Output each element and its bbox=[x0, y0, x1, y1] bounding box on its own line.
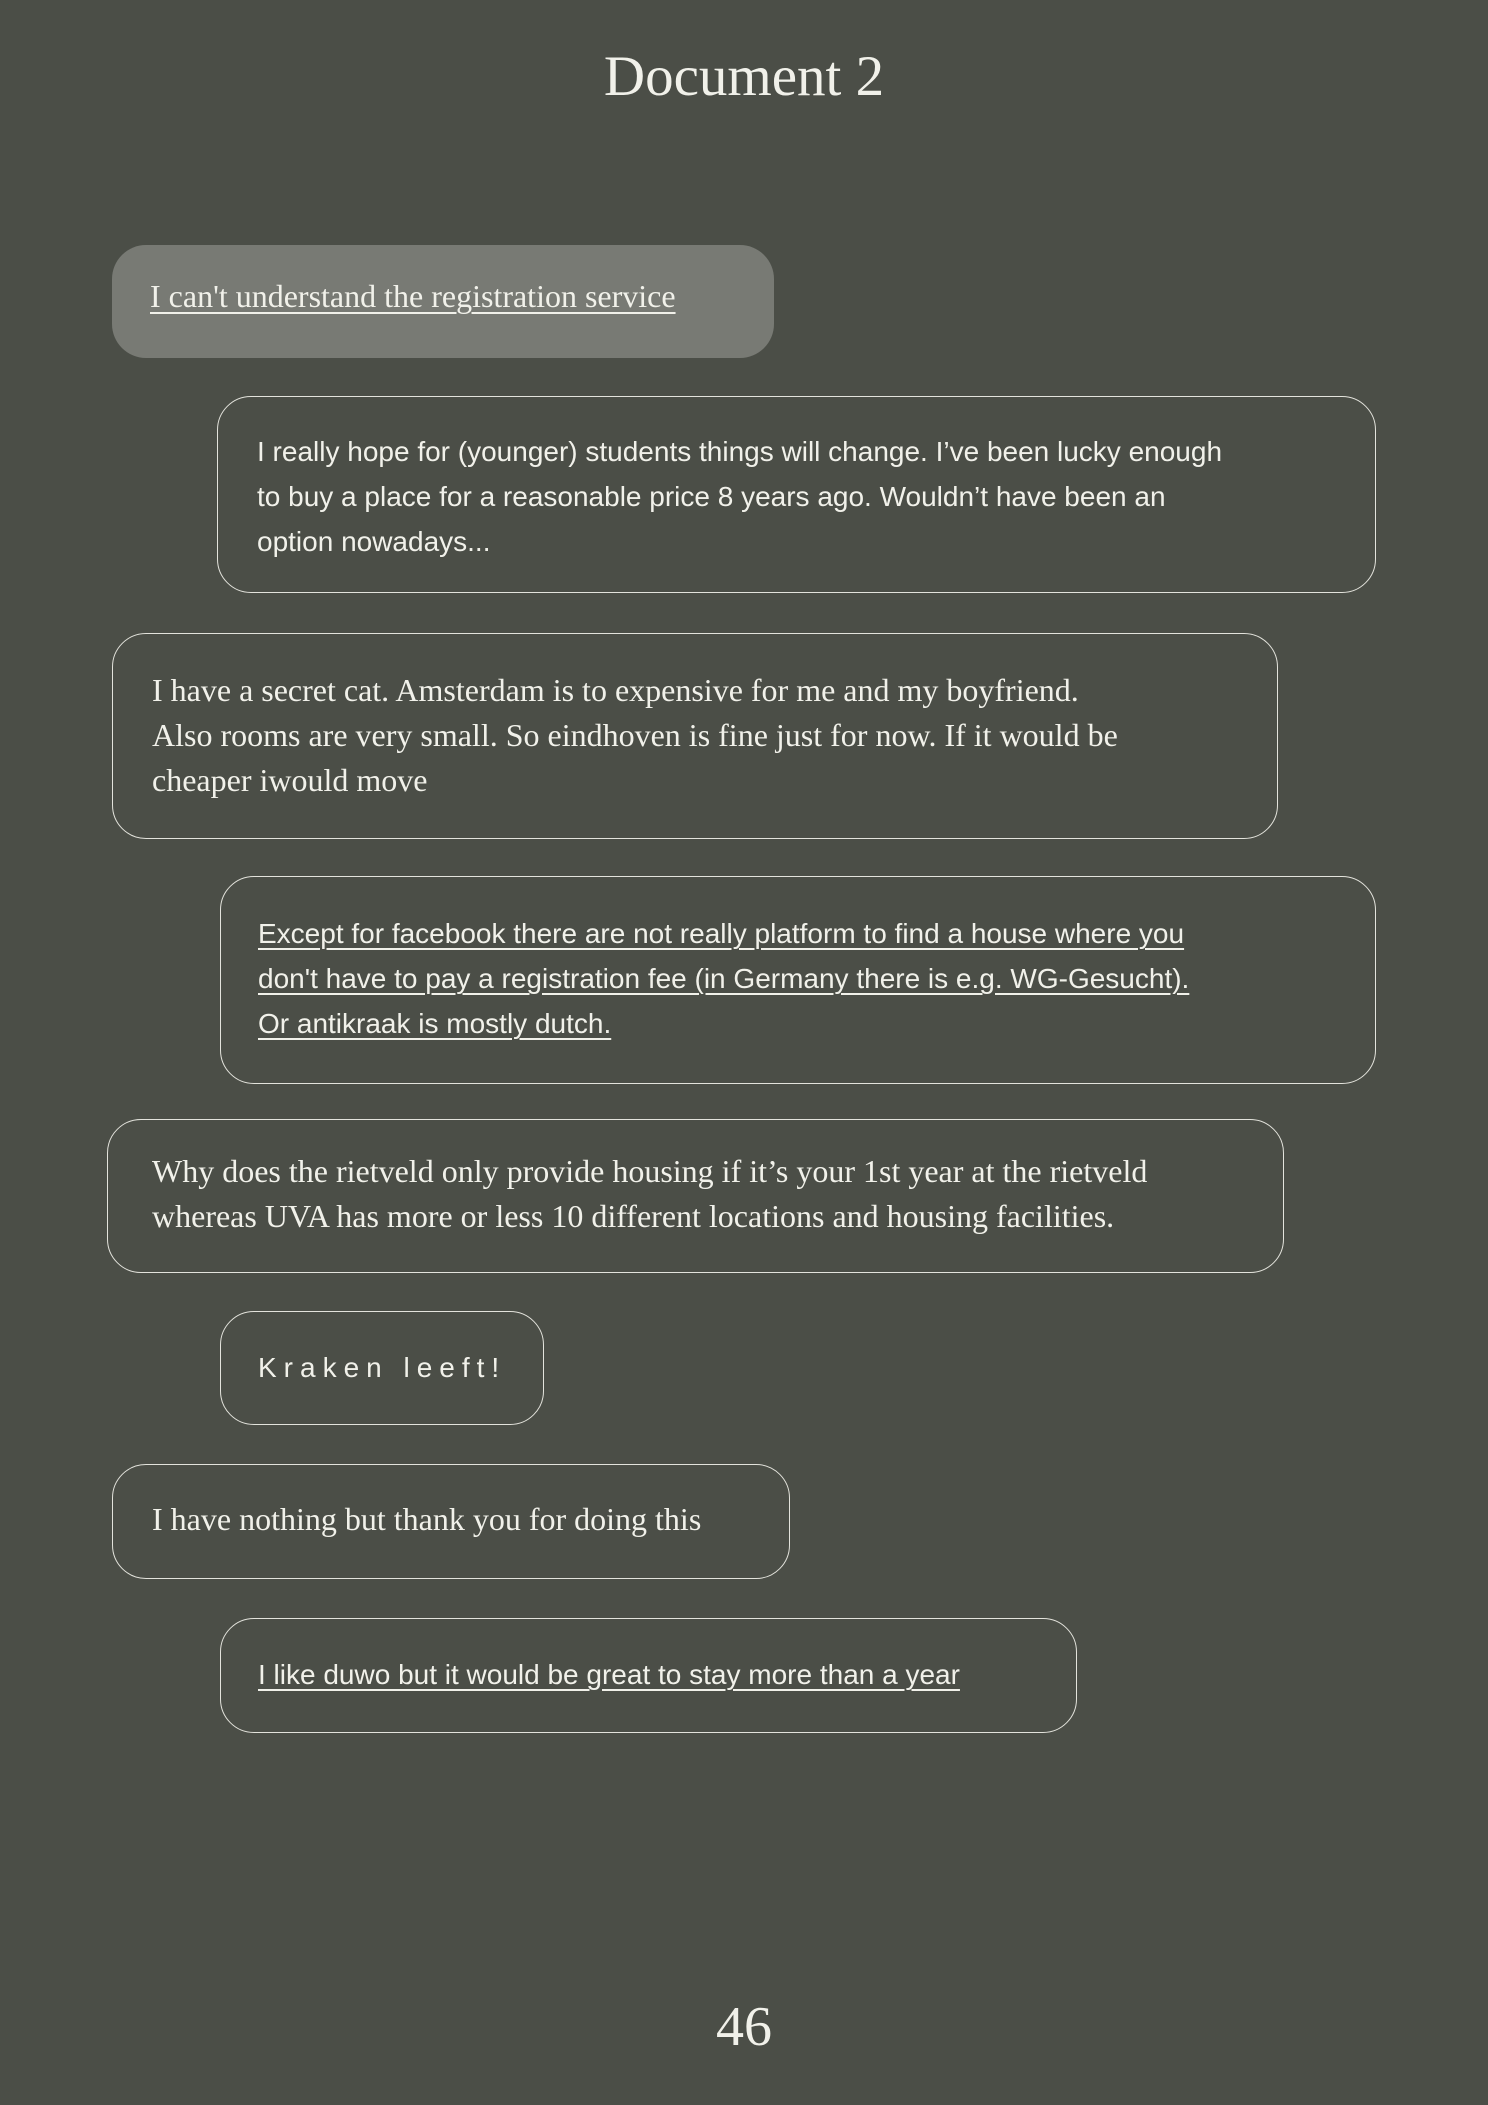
comment-text: I can't understand the registration service bbox=[150, 278, 676, 314]
comment-bubble bbox=[107, 1119, 1284, 1273]
comment-bubble bbox=[112, 633, 1278, 839]
page-number: 46 bbox=[716, 1996, 772, 2058]
document-title: Document 2 bbox=[603, 45, 885, 108]
comment-text: Why does the rietveld only provide housing if it’s your 1st year at the rietveld whereas UVA has more or less 10 different locations and housing facilities. bbox=[152, 1153, 1148, 1234]
comment-bubble bbox=[112, 245, 774, 358]
comment-bubble bbox=[220, 1618, 1077, 1733]
comment-text: I have a secret cat. Amsterdam is to expensive for me and my boyfriend. Also rooms are very small. So eindhoven is fine just for now. If it would be cheaper iwould move bbox=[152, 672, 1118, 798]
comment-text: I like duwo but it would be great to stay more than a year bbox=[258, 1659, 960, 1690]
comment-bubble bbox=[220, 1311, 544, 1425]
comment-bubble bbox=[112, 1464, 790, 1579]
comment-text: I have nothing but thank you for doing this bbox=[152, 1501, 702, 1537]
comment-text: Except for facebook there are not really platform to find a house where you don't have to pay a registration fee (in Germany there is e.g. WG-Gesucht). Or antikraak is mostly dutch. bbox=[258, 918, 1190, 1039]
comment-bubble bbox=[217, 396, 1376, 593]
comment-text: I really hope for (younger) students things will change. I’ve been lucky enough to buy a place for a reasonable price 8 years ago. Wouldn’t have been an option nowadays... bbox=[257, 436, 1223, 557]
comment-bubble bbox=[220, 876, 1376, 1084]
comment-text: Kraken leeft! bbox=[258, 1352, 507, 1383]
